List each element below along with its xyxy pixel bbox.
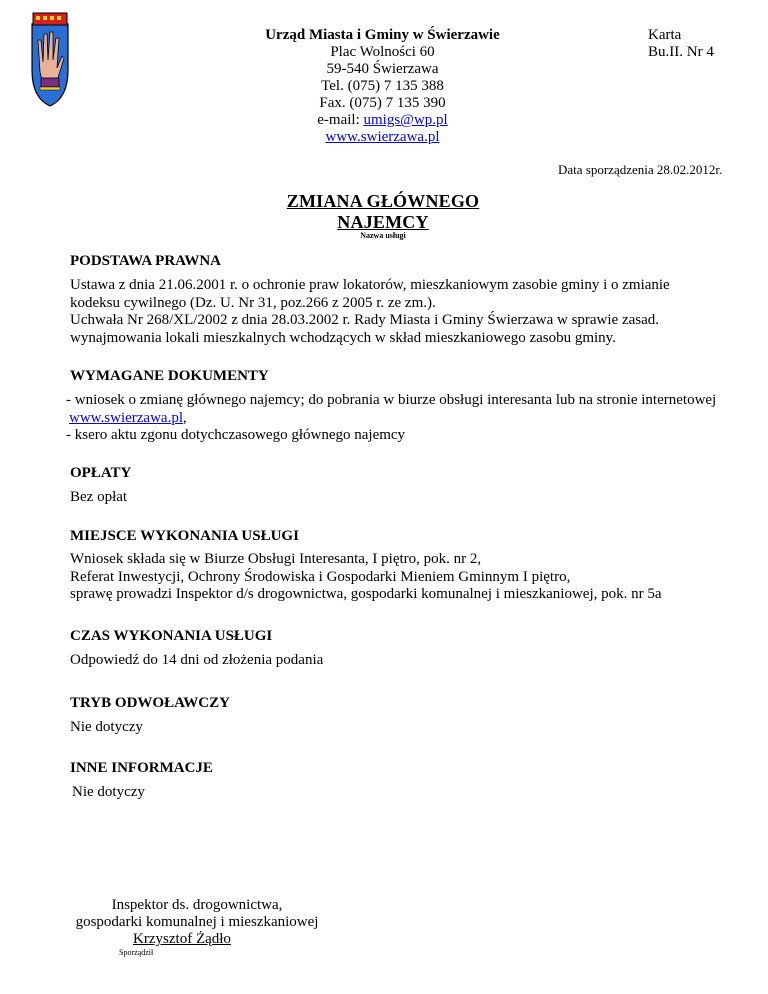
email-label: e-mail: [317,112,364,128]
section-heading-documents: WYMAGANE DOKUMENTY [70,368,269,384]
card-number-block [648,27,714,61]
section-body-place [70,551,750,604]
section-body-time: Odpowiedź do 14 dni od złożenia podania [70,652,324,668]
section-heading-legal: PODSTAWA PRAWNA [70,253,221,269]
signature-label: Sporządził [119,948,154,957]
section-heading-other: INNE INFORMACJE [70,760,213,776]
office-phone: Tel. (075) 7 135 388 [321,78,444,94]
preparation-date: Data sporządzenia 28.02.2012r. [558,162,723,177]
documents-link-line [66,410,756,428]
document-subtitle: Nazwa usługi [360,231,406,240]
documents-line: - ksero aktu zgonu dotychczasowego głównego najemcy [66,427,406,443]
place-line: Wniosek składa się w Biurze Obsługi Interesanta, I piętro, pok. nr 2, [70,551,482,567]
place-line: Referat Inwestycji, Ochrony Środowiska i Gospodarki Mieniem Gminnym I piętro, [70,568,571,585]
documents-link-suffix: , [183,409,187,426]
card-number: Bu.II. Nr 4 [648,44,714,60]
title-block [240,191,526,240]
email-link[interactable]: umigs@wp.pl [363,112,448,128]
section-body-documents [66,392,756,445]
legal-line: Uchwała Nr 268/XL/2002 z dnia 28.03.2002 r. Rady Miasta i Gminy Świerzawa w sprawie zasad. [70,312,660,328]
office-postal: 59-540 Świerzawa [326,61,439,77]
place-line: sprawę prowadzi Inspektor d/s drogownictwa, gospodarki komunalnej i mieszkaniowej, pok. nr 5a [70,586,662,602]
office-address: Plac Wolności 60 [330,44,435,60]
document-title: ZMIANA GŁÓWNEGO NAJEMCY [286,191,480,232]
section-body-appeal: Nie dotyczy [70,719,143,735]
office-email-line [230,112,535,129]
office-name: Urząd Miasta i Gminy w Świerzawie [265,27,500,43]
office-header [230,27,535,146]
legal-line: kodeksu cywilnego (Dz. U. Nr 31, poz.266 z 2005 r. ze zm.). [70,294,436,311]
section-heading-fees: OPŁATY [70,465,132,481]
section-body-other: Nie dotyczy [72,784,145,800]
office-website-line [230,129,535,146]
office-fax: Fax. (075) 7 135 390 [319,95,446,111]
documents-website-link[interactable]: www.swierzawa.pl [69,409,183,426]
signature-block [62,897,332,948]
signature-person: Krzysztof Żądło [133,931,231,947]
section-body-fees: Bez opłat [70,489,128,505]
section-body-legal [70,277,750,347]
section-heading-place: MIEJSCE WYKONANIA USŁUGI [70,528,299,544]
coat-of-arms-logo [30,10,70,108]
website-link[interactable]: www.swierzawa.pl [325,129,440,145]
legal-line: Ustawa z dnia 21.06.2001 r. o ochronie praw lokatorów, mieszkaniowym zasobie gminy i o zmianie [70,277,670,293]
legal-line: wynajmowania lokali mieszkalnych wchodzących w skład mieszkaniowego zasobu gminy. [70,329,616,346]
section-heading-appeal: TRYB ODWOŁAWCZY [70,695,230,711]
signature-role-line: gospodarki komunalnej i mieszkaniowej [75,914,319,930]
card-label: Karta [648,27,682,43]
signature-role-line: Inspektor ds. drogownictwa, [111,897,283,913]
section-heading-time: CZAS WYKONANIA USŁUGI [70,628,273,644]
documents-line: - wniosek o zmianę głównego najemcy; do pobrania w biurze obsługi interesanta lub na stronie internetowej [66,392,717,408]
